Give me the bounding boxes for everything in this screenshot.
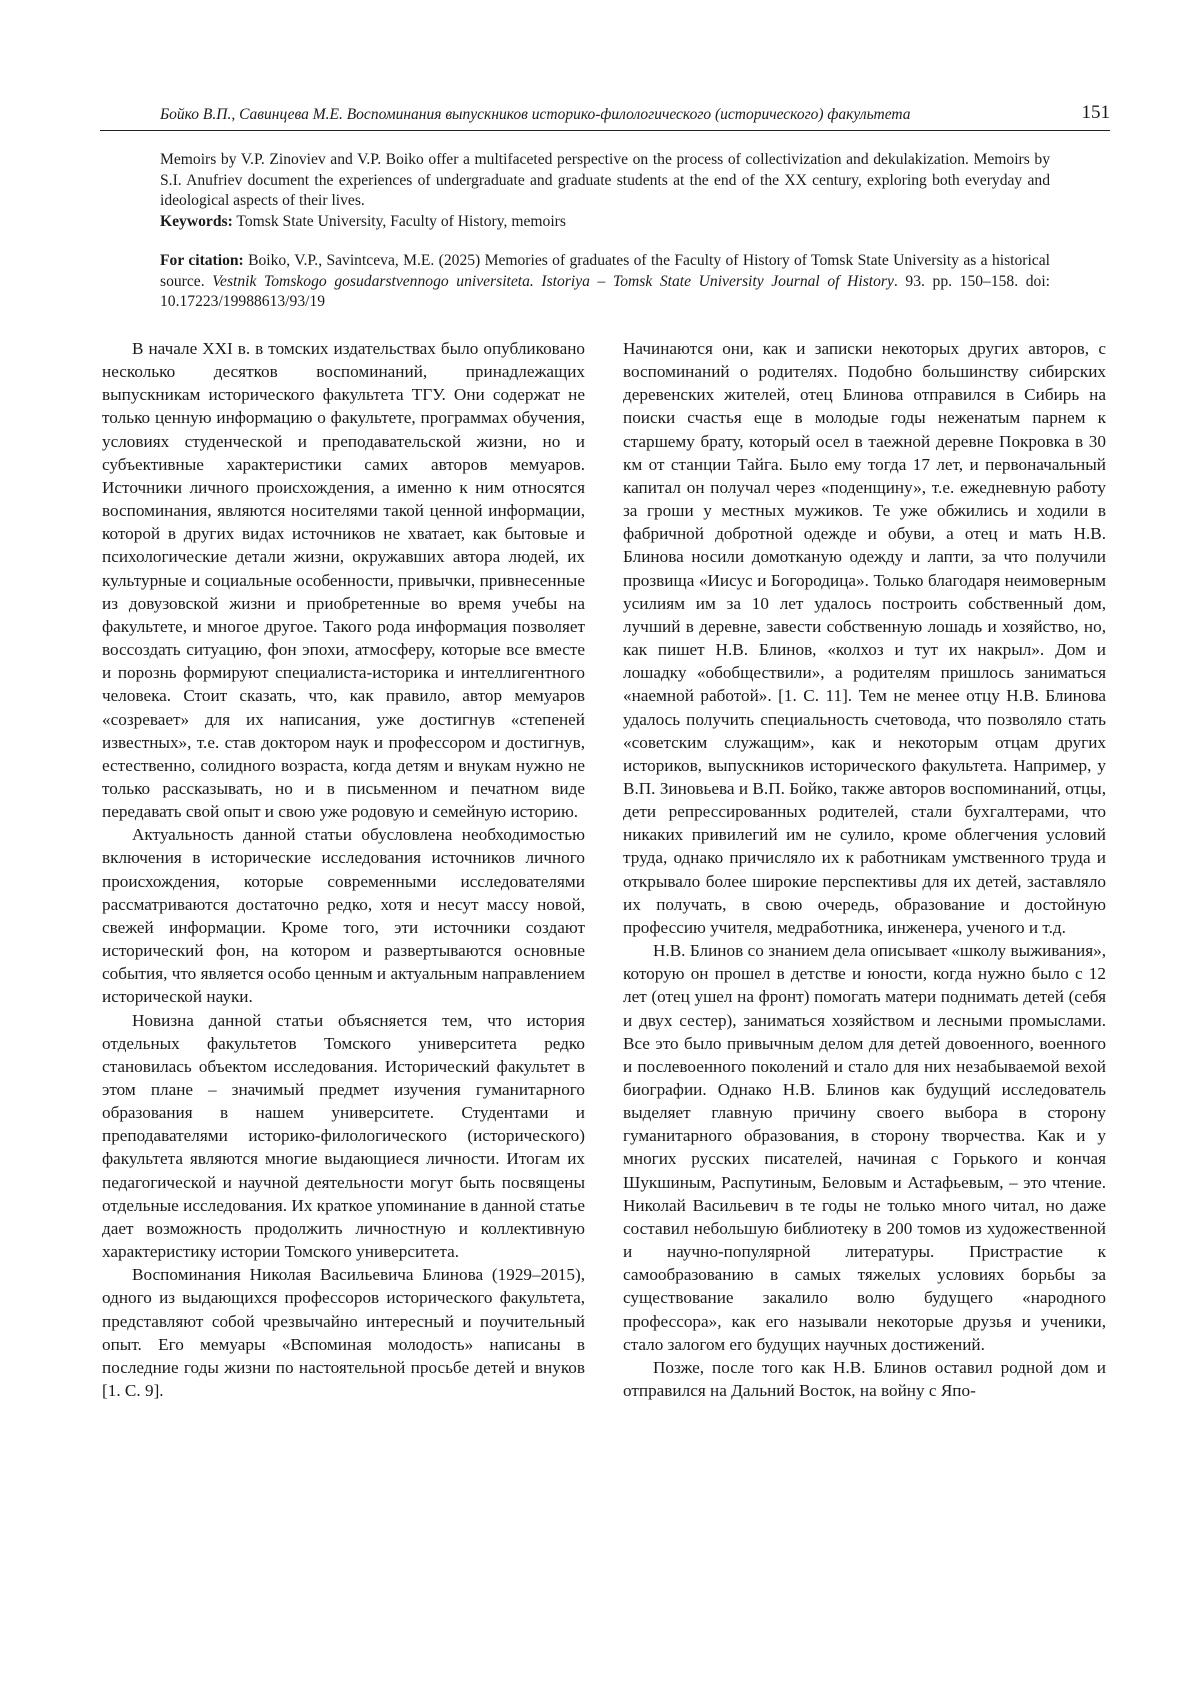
paragraph: В начале XXI в. в томских издательствах было опубликовано несколько десятков воспоминаний, принадлежащих выпускникам исторического факультета ТГУ. Они содержат не только ценную информацию о факультете, программах обучения, условиях студенческой и преподавательской жизни, но и субъективные характеристики самих авторов мемуаров. Источники личного происхождения, а именно к ним относятся воспоминания, являются носителями такой ценной информации, которой в других видах источников не хватает, как бытовые и психологические детали жизни, окружавших автора людей, их культурные и социальные особенности, привычки, привнесенные из довузовской жизни и приобретенные во время учебы на факультете, и многое другое. Такого рода информация позволяет воссоздать ситуацию, фон эпохи, атмосферу, которые все вместе и порознь формируют специалиста-историка и интеллигентного человека. Стоит сказать, что, как правило, автор мемуаров «созревает» для их написания, уже достигнув «степеней известных», т.е. став доктором наук и профессором и достигнув, естественно, солидного возраста, когда детям и внукам нужно не только рассказывать, но и в письменном и печатном виде передавать свой опыт и свою уже родовую и семейную историю. [102, 339, 585, 822]
paragraph: Актуальность данной статьи обусловлена необходимостью включения в исторические исследования источников личного происхождения, которые современными исследователями рассматриваются достаточно редко, хотя и несут массу новой, свежей информации. Кроме того, эти источники создают исторический фон, на котором и развертываются основные события, что является особо ценным и актуальным направлением исторической науки. [102, 825, 585, 1007]
citation-journal: Vestnik Tomskogo gosudarstvennogo universiteta. Istoriya – Tomsk State University Journal of History [212, 272, 894, 290]
citation-main: Boiko, V.P., Savintceva, M.E. (2025) Memories of graduates of the Faculty of History of Tomsk State University as a historical source. [160, 252, 1050, 290]
paragraph: Н.В. Блинов со знанием дела описывает «школу выживания», которую он прошел в детстве и юности, когда нужно было с 12 лет (отец ушел на фронт) помогать матери поднимать детей (себя и двух сестер), заниматься хозяйством и лесными промыслами. Все это было привычным делом для детей довоенного, военного и послевоенного поколений и стало для них незабываемой вехой биографии. Однако Н.В. Блинов как будущий исследователь выделяет главную причину своего выбора в сторону гуманитарного образования, в сторону творчества. Как и у многих русских писателей, начиная с Горького и кончая Шукшиным, Распутиным, Беловым и Астафьевым, – это чтение. Николай Васильевич в те годы не только много читал, но даже составил небольшую библиотеку в 200 томов из художественной и научно-популярной литературы. Пристрастие к самообразованию в самых тяжелых условиях борьбы за существование закалило волю будущего «народного профессора», как его называли некоторые друзья и ученики, стало залогом его будущих научных достижений. [623, 941, 1106, 1354]
abstract [160, 150, 1050, 232]
paragraph: Воспоминания Николая Васильевича Блинова (1929–2015), одного из выдающихся профессоров исторического факультета, представляют собой чрезвычайно интересный и поучительный опыт. Его мемуары «Вспоминая молодость» написаны в последние годы жизни по настоятельной просьбе детей и внуков [1. С. 9]. [102, 1265, 585, 1401]
keywords-line [160, 212, 1050, 233]
citation-tail: . 93. pp. 150–158. doi: 10.17223/19988613/93/19 [160, 272, 1050, 310]
paragraph: Позже, после того как Н.В. Блинов оставил родной дом и отправился на Дальний Восток, на войну с Япо- [623, 1357, 1106, 1401]
running-title: Бойко В.П., Савинцева М.Е. Воспоминания выпускников историко-филологического (исторического) факультета [160, 106, 911, 123]
keywords-label: Keywords: [160, 212, 233, 230]
running-header [100, 100, 1110, 131]
abstract-text: Memoirs by V.P. Zinoviev and V.P. Boiko offer a multifaceted perspective on the process of collectivization and dekulakization. Memoirs by S.I. Anufriev document the experiences of undergraduate and graduate students at the end of the XX century, exploring both everyday and ideological aspects of their lives. [160, 151, 1050, 209]
citation-label: For citation: [160, 252, 244, 269]
keywords-value: Tomsk State University, Faculty of History, memoirs [236, 212, 566, 230]
citation-text [160, 251, 1050, 313]
paragraph: Новизна данной статьи объясняется тем, что история отдельных факультетов Томского университета редко становилась объектом исследования. Исторический факультет в этом плане – значимый предмет изучения гуманитарного образования в нашем университете. Студентами и преподавателями историко-филологического (исторического) факультета являются многие выдающиеся личности. Итогам их педагогической и научной деятельности могут быть посвящены отдельные исследования. Их краткое упоминание в данной статье дает возможность продолжить личностную и коллективную характеристику истории Томского университета. [102, 1010, 585, 1262]
right-column [623, 337, 1106, 1402]
paragraph: Начинаются они, как и записки некоторых других авторов, с воспоминаний о родителях. Подобно большинству сибирских деревенских жителей, отец Блинова отправился в Сибирь на поиски счастья еще в молодые годы неженатым парнем к старшему брату, который осел в таежной деревне Покровка в 30 км от станции Тайга. Было ему тогда 17 лет, и первоначальный капитал он получал через «поденщину», т.е. ежедневную работу за гроши у местных мужиков. Те уже обжились и ходили в фабричной добротной одежде и обуви, а отец и мать Н.В. Блинова носили домотканую одежду и лапти, за что получили прозвища «Иисус и Богородица». Только благодаря неимоверным усилиям им за 10 лет удалось построить собственный дом, лучший в деревне, завести собственную лошадь и хозяйство, но, как пишет Н.В. Блинов, «колхоз и тут их накрыл». Дом и лошадку «обобществили», а родителям пришлось заниматься «наемной работой». [1. С. 11]. Тем не менее отцу Н.В. Блинова удалось получить специальность счетовода, что позволяло стать «советским служащим», как и некоторым отцам других историков, выпускников исторического факультета. Например, у В.П. Зиновьева и В.П. Бойко, также авторов воспоминаний, отцы, дети репрессированных родителей, стали бухгалтерами, что никаких привилегий им не сулило, кроме облегчения условий труда, однако причисляло их к работникам умственного труда и открывало более широкие перспективы для их детей, заставляло их получать, в свою очередь, образование и достойную профессию учителя, медработника, инженера, ученого и т.д. [623, 339, 1106, 937]
citation [160, 251, 1050, 313]
left-column [102, 337, 585, 1402]
page-number: 151 [1081, 102, 1110, 123]
